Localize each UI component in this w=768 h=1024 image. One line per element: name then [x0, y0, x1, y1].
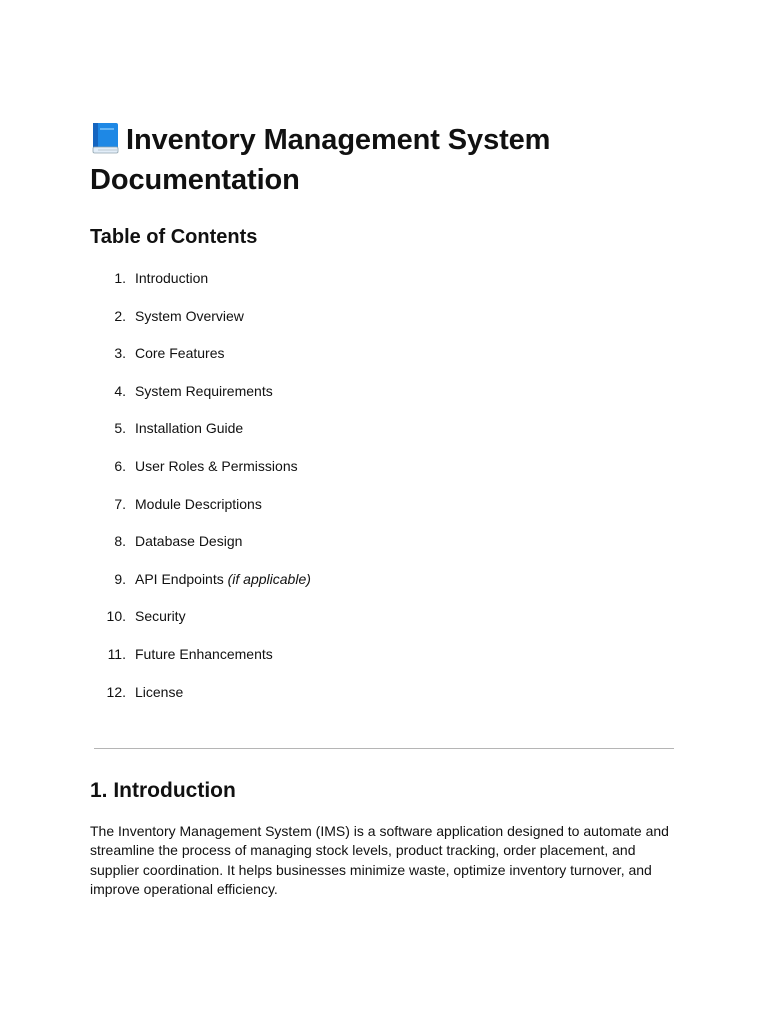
toc-item-text: Introduction: [135, 270, 209, 286]
toc-item-number: 12.: [106, 683, 126, 700]
toc-item-text: Security: [135, 608, 186, 625]
toc-item-number: 11.: [107, 645, 126, 662]
toc-item-label: [135, 381, 273, 401]
toc-item-text: User Roles & Permissions: [135, 457, 298, 474]
toc-item-label: [135, 306, 244, 326]
page-title-text: Inventory Management System Documentation: [90, 124, 551, 196]
toc-item-text: Database Design: [135, 533, 243, 550]
toc-item-label: [135, 268, 208, 288]
toc-item-text: License: [135, 683, 184, 700]
toc-item-number: 1.: [114, 270, 126, 286]
toc-item-text: Core Features: [135, 345, 225, 362]
toc-item-label: [135, 531, 242, 551]
page-title: [90, 120, 690, 200]
toc-item-number: 2.: [114, 307, 126, 324]
toc-item-label: [135, 343, 224, 363]
toc-item-text: Installation Guide: [135, 420, 244, 437]
introduction-heading: 1. Introduction: [90, 779, 236, 802]
toc-item-text: Future Enhancements: [135, 645, 273, 662]
toc-item-label: [135, 606, 186, 626]
toc-item-number: 6.: [114, 457, 126, 474]
introduction-paragraph: The Inventory Management System (IMS) is a software application designed to automate and streamline the process of managing stock levels, product tracking, order placement, and supplier coordination. It helps businesses minimize waste, optimize inventory turnover, and improve operational efficiency.: [90, 823, 669, 897]
toc-item-label: [135, 644, 273, 664]
toc-item-number: 9.: [114, 570, 126, 587]
toc-item-text: System Overview: [135, 307, 244, 324]
toc-item-label: [135, 569, 311, 589]
toc-item-number: 5.: [114, 420, 126, 437]
toc-item-number: 3.: [114, 345, 126, 362]
book-icon: [90, 122, 120, 154]
toc-item-number: 4.: [114, 382, 126, 399]
section-divider: [94, 748, 674, 749]
toc-item-label: [135, 456, 298, 476]
toc-item-text: System Requirements: [135, 382, 273, 399]
toc-item-note: (if applicable): [227, 570, 311, 587]
toc-item-number: 7.: [114, 495, 126, 512]
toc-item-label: [135, 494, 262, 514]
toc-item-label: [135, 682, 183, 702]
toc-item-text: API Endpoints: [135, 570, 224, 587]
toc-item-text: Module Descriptions: [135, 495, 262, 512]
toc-item-number: 8.: [114, 533, 126, 550]
toc-heading: Table of Contents: [90, 226, 258, 248]
toc-item-label: [135, 418, 243, 438]
toc-item-number: 10.: [106, 608, 126, 625]
